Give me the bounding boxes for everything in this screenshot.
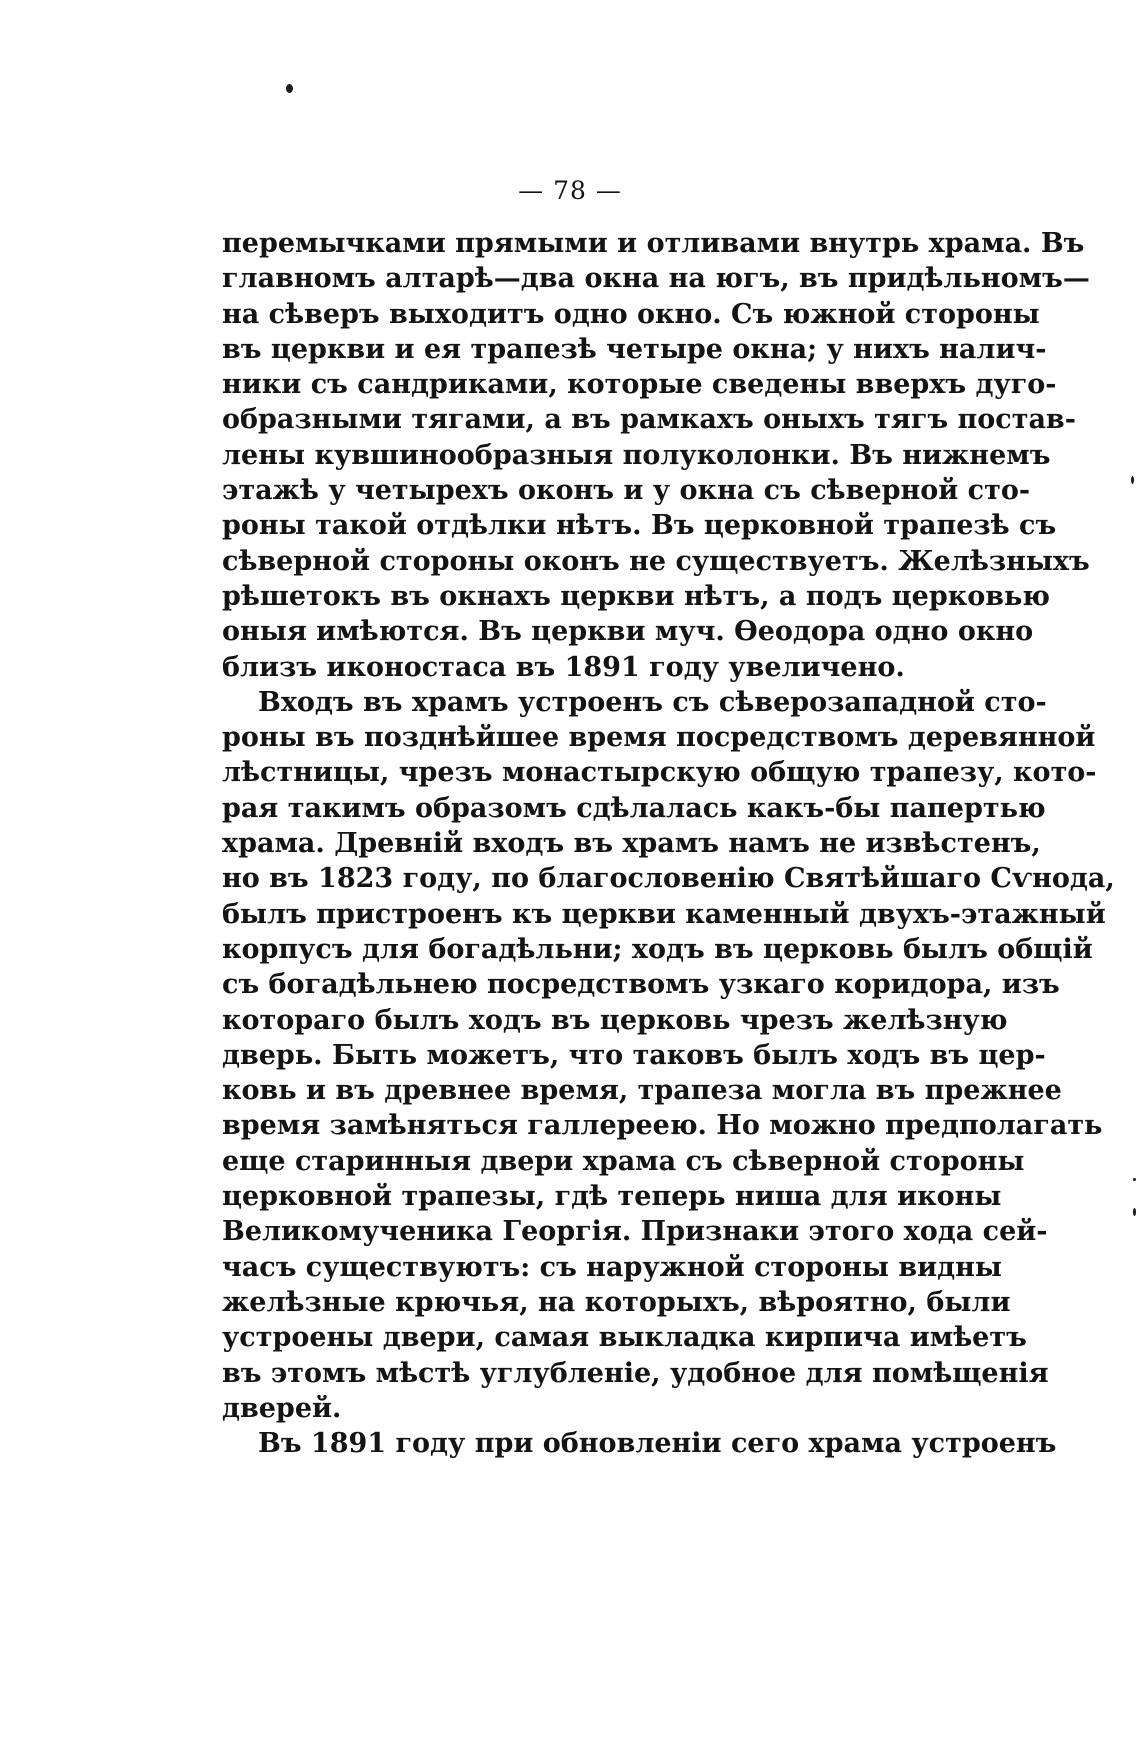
text-line: еще старинныя двери храма съ сѣверной стороны bbox=[222, 1145, 1025, 1177]
text-line: Великомученика Георгія. Признаки этого хода сей- bbox=[222, 1216, 1048, 1248]
text-line: дверь. Быть можетъ, что таковъ былъ ходъ въ цер- bbox=[222, 1039, 1046, 1071]
text-line: съ богадѣльнею посредствомъ узкаго коридора, изъ bbox=[222, 969, 1060, 1001]
body-text bbox=[222, 226, 1115, 1461]
ink-speck bbox=[286, 84, 293, 93]
page-number: — 78 — bbox=[518, 176, 622, 205]
text-line: котораго былъ ходъ въ церковь чрезъ желѣзную bbox=[222, 1004, 1008, 1036]
text-line: но въ 1823 году, по благословенію Святѣйшаго Сѵнода, bbox=[222, 863, 1115, 895]
ink-speck bbox=[1133, 1178, 1136, 1181]
text-line: корпусъ для богадѣльни; ходъ въ церковь былъ общій bbox=[222, 933, 1093, 965]
text-line: былъ пристроенъ къ церкви каменный двухъ-этажный bbox=[222, 898, 1106, 930]
text-line: храма. Древній входъ въ храмъ намъ не извѣстенъ, bbox=[222, 828, 1041, 860]
text-line: главномъ алтарѣ—два окна на югъ, въ придѣльномъ— bbox=[222, 263, 1090, 295]
text-line: роны въ позднѣйшее время посредствомъ деревянной bbox=[222, 722, 1096, 754]
text-line: часъ существуютъ: съ наружной стороны видны bbox=[222, 1251, 1002, 1283]
paragraph-start-line: Входъ въ храмъ устроенъ съ сѣверозападной сто- bbox=[258, 686, 1047, 718]
text-line: на сѣверъ выходитъ одно окно. Съ южной стороны bbox=[222, 298, 1040, 330]
text-line: дверей. bbox=[222, 1392, 342, 1424]
text-line: близъ иконостаса въ 1891 году увеличено. bbox=[222, 651, 905, 683]
text-line: рѣшетокъ въ окнахъ церкви нѣтъ, а подъ церковью bbox=[222, 580, 1050, 612]
text-line: устроены двери, самая выкладка кирпича имѣетъ bbox=[222, 1322, 1027, 1354]
text-line: ковь и въ древнее время, трапеза могла въ прежнее bbox=[222, 1075, 1062, 1107]
text-line: въ церкви и ея трапезѣ четыре окна; у нихъ налич- bbox=[222, 333, 1047, 365]
text-line: время замѣняться галлереею. Но можно предполагать bbox=[222, 1110, 1103, 1142]
text-line: роны такой отдѣлки нѣтъ. Въ церковной трапезѣ съ bbox=[222, 510, 1057, 542]
text-line: перемычками прямыми и отливами внутрь храма. Въ bbox=[222, 228, 1085, 259]
text-line: ники съ сандриками, которые сведены вверхъ дуго- bbox=[222, 369, 1057, 401]
ink-speck bbox=[1131, 476, 1134, 484]
text-line: оныя имѣются. Въ церкви муч. Ѳеодора одно окно bbox=[222, 616, 1034, 648]
text-line: въ этомъ мѣстѣ углубленіе, удобное для помѣщенія bbox=[222, 1357, 1049, 1389]
text-line: лѣстницы, чрезъ монастырскую общую трапезу, кото- bbox=[222, 757, 1097, 789]
ink-speck bbox=[1133, 1208, 1136, 1216]
text-line: образными тягами, а въ рамкахъ оныхъ тягъ постав- bbox=[222, 404, 1076, 436]
text-line: рая такимъ образомъ сдѣлалась какъ-бы папертью bbox=[222, 792, 1046, 824]
text-line: сѣверной стороны оконъ не существуетъ. Желѣзныхъ bbox=[222, 545, 1090, 577]
text-line: этажѣ у четырехъ оконъ и у окна съ сѣверной сто- bbox=[222, 475, 1031, 507]
text-line: церковной трапезы, гдѣ теперь ниша для иконы bbox=[222, 1181, 1002, 1213]
text-line: лены кувшинообразныя полуколонки. Въ нижнемъ bbox=[222, 439, 1051, 471]
paragraph-start-line: Въ 1891 году при обновленіи сего храма устроенъ bbox=[258, 1428, 1057, 1460]
text-line: желѣзные крючья, на которыхъ, вѣроятно, были bbox=[222, 1286, 1011, 1318]
